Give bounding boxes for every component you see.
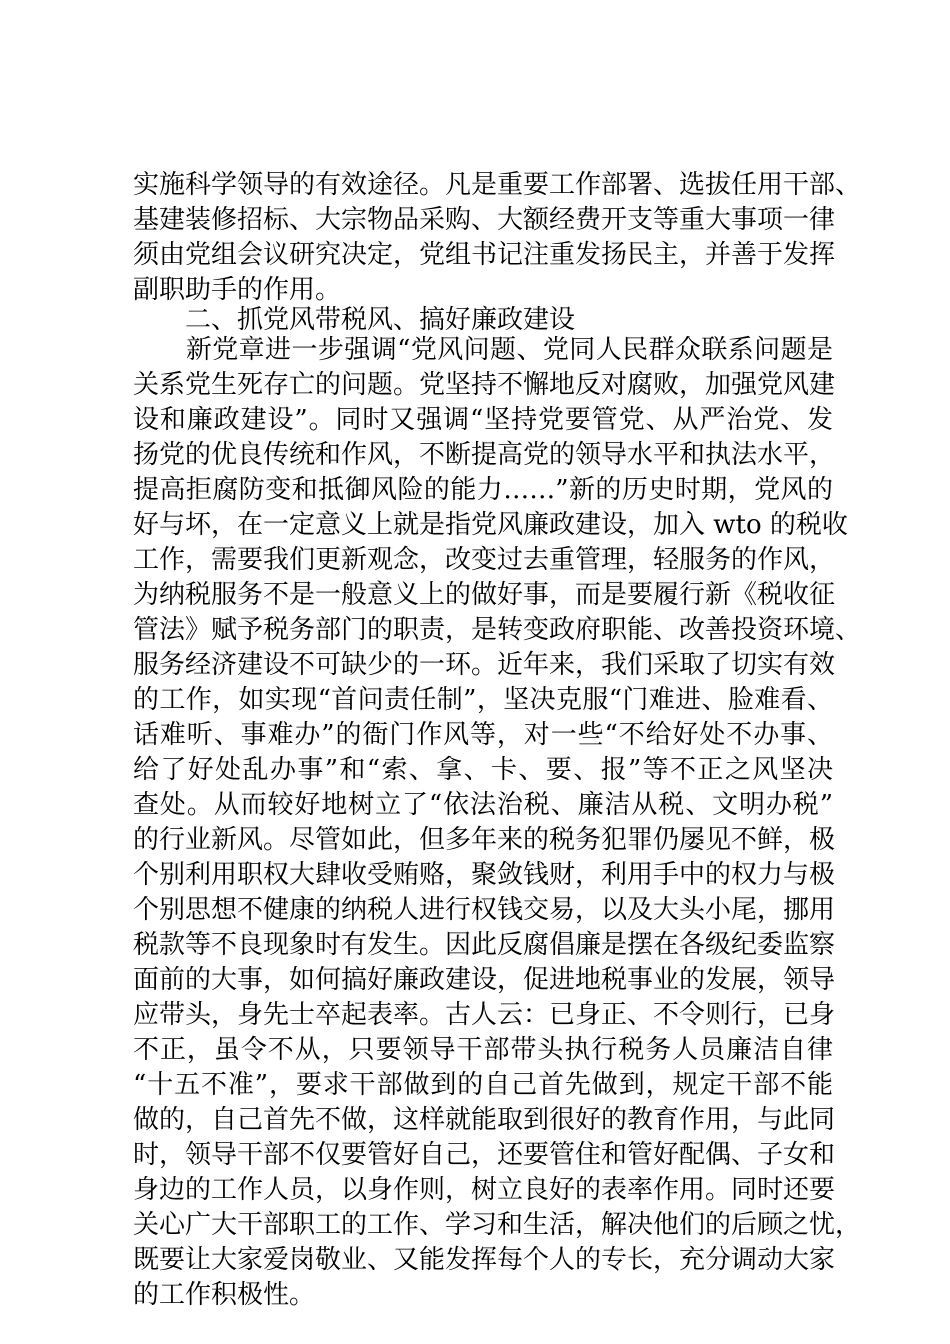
body-text-line: 税款等不良现象时有发生。因此反腐倡廉是摆在各级纪委监察 bbox=[133, 930, 836, 960]
body-text-line: 新党章进一步强调“党风问题、党同人民群众联系问题是 bbox=[133, 335, 833, 365]
body-text-line: 话难听、事难办”的衙门作风等，对一些“不给好处不办事、 bbox=[133, 720, 833, 750]
body-text-line: 应带头，身先士卒起表率。古人云：已身正、不令则行，已身 bbox=[133, 1000, 836, 1030]
body-text-line: 工作，需要我们更新观念，改变过去重管理，轻服务的作风， bbox=[133, 545, 836, 575]
body-text-line: “十五不准”，要求干部做到的自己首先做到，规定干部不能 bbox=[133, 1070, 833, 1100]
body-text-line: 面前的大事，如何搞好廉政建设，促进地税事业的发展，领导 bbox=[133, 965, 836, 995]
body-text-line: 个别利用职权大肆收受贿赂，聚敛钱财，利用手中的权力与极 bbox=[133, 860, 836, 890]
body-text-line: 给了好处乱办事”和“索、拿、卡、要、报”等不正之风坚决 bbox=[133, 755, 833, 785]
body-text-line: 的工作，如实现“首问责任制”，坚决克服“门难进、脸难看、 bbox=[133, 685, 833, 715]
body-text-line: 提高拒腐防变和抵御风险的能力……”新的历史时期，党风的 bbox=[133, 475, 833, 505]
body-text-line: 不正，虽令不从，只要领导干部带头执行税务人员廉洁自律 bbox=[133, 1035, 833, 1065]
body-text-line: 实施科学领导的有效途径。凡是重要工作部署、选拔任用干部、 bbox=[133, 170, 862, 200]
body-text-line: 基建装修招标、大宗物品采购、大额经费开支等重大事项一律 bbox=[133, 205, 836, 235]
body-text-line: 服务经济建设不可缺少的一环。近年来，我们采取了切实有效 bbox=[133, 650, 836, 680]
body-text-line: 既要让大家爱岗敬业、又能发挥每个人的专长，充分调动大家 bbox=[133, 1245, 836, 1275]
body-text-line: 的行业新风。尽管如此，但多年来的税务犯罪仍屡见不鲜，极 bbox=[133, 825, 836, 855]
body-text-line: 时，领导干部不仅要管好自己，还要管住和管好配偶、子女和 bbox=[133, 1140, 836, 1170]
body-text-line: 为纳税服务不是一般意义上的做好事，而是要履行新《税收征 bbox=[133, 580, 836, 610]
body-text-line: 关心广大干部职工的工作、学习和生活，解决他们的后顾之忧， bbox=[133, 1210, 862, 1240]
body-text-line: 做的，自己首先不做，这样就能取到很好的教育作用，与此同 bbox=[133, 1105, 836, 1135]
body-text-line: 查处。从而较好地树立了“依法治税、廉洁从税、文明办税” bbox=[133, 790, 833, 820]
body-text-line: 个别思想不健康的纳税人进行权钱交易，以及大头小尾，挪用 bbox=[133, 895, 836, 925]
body-text-line: 扬党的优良传统和作风，不断提高党的领导水平和执法水平， bbox=[133, 440, 836, 470]
body-text-line: 设和廉政建设”。同时又强调“坚持党要管党、从严治党、发 bbox=[133, 405, 833, 435]
body-text-line: 身边的工作人员，以身作则，树立良好的表率作用。同时还要 bbox=[133, 1175, 836, 1205]
body-text-line: 的工作积极性。 bbox=[133, 1280, 316, 1310]
section-heading: 二、抓党风带税风、搞好廉政建设 bbox=[133, 305, 576, 335]
body-text-line: 关系党生死存亡的问题。党坚持不懈地反对腐败，加强党风建 bbox=[133, 370, 836, 400]
body-text-line: 管法》赋予税务部门的职责，是转变政府职能、改善投资环境、 bbox=[133, 615, 862, 645]
body-text-line: 须由党组会议研究决定，党组书记注重发扬民主，并善于发挥 bbox=[133, 240, 836, 270]
body-text-line: 副职助手的作用。 bbox=[133, 275, 342, 305]
body-text-line: 好与坏，在一定意义上就是指党风廉政建设，加入 wto 的税收 bbox=[133, 510, 848, 540]
